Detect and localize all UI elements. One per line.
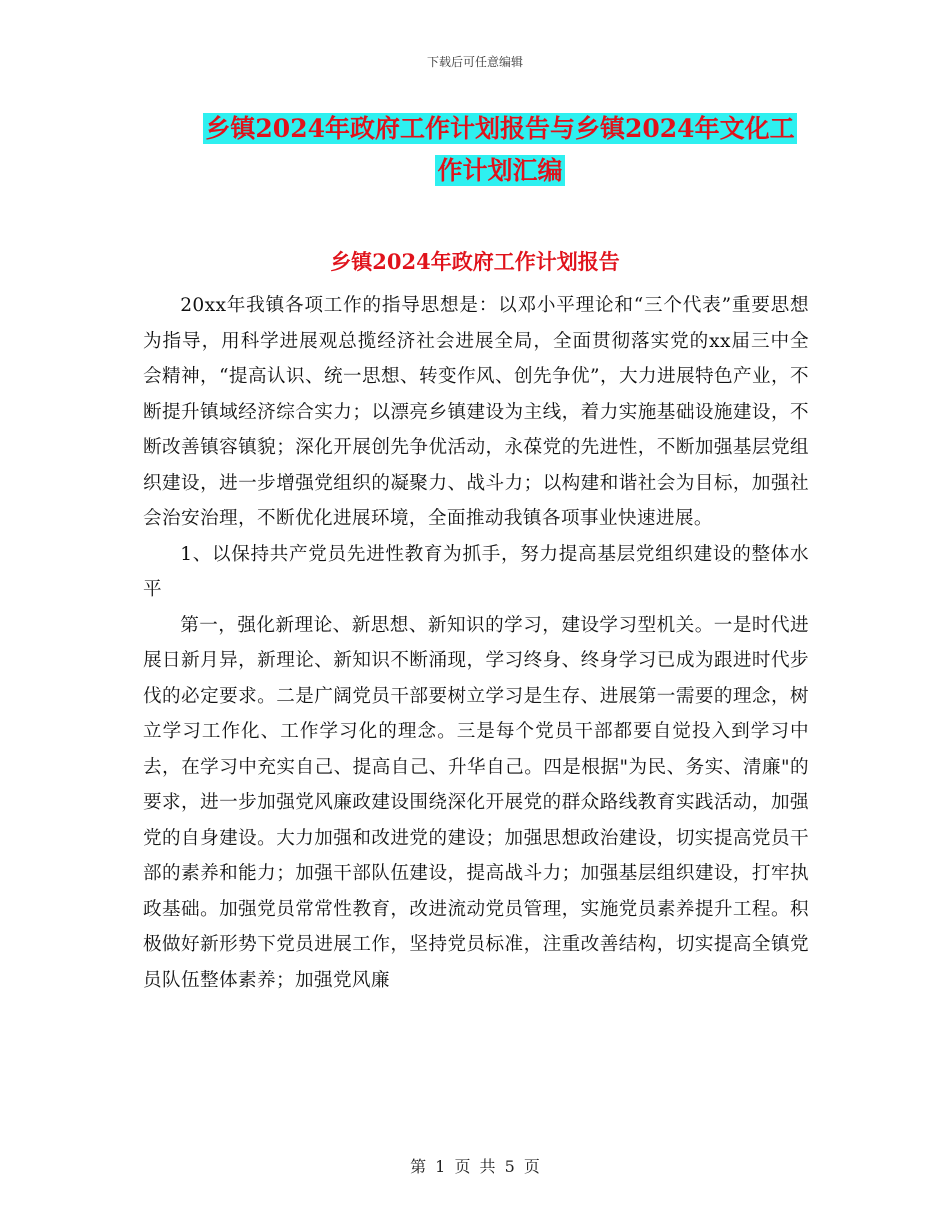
document-title-line-1: 乡镇2024年政府工作计划报告与乡镇2024年文化工 xyxy=(205,114,795,143)
body-paragraph: 20xx年我镇各项工作的指导思想是：以邓小平理论和“三个代表”重要思想为指导，用科学进展观总揽经济社会进展全局，全面贯彻落实党的xx届三中全会精神，“提高认识、统一思想、转变作风、创先争优”，大力进展特色产业，不断提升镇域经济综合实力；以漂亮乡镇建设为主线，着力实施基础设施建设，不断改善镇容镇貌；深化开展创先争优活动，永葆党的先进性，不断加强基层党组织建设，进一步增强党组织的凝聚力、战斗力；以构建和谐社会为目标，加强社会治安治理，不断优化进展环境，全面推动我镇各项事业快速进展。 xyxy=(143,295,809,529)
document-title-line-2: 作计划汇编 xyxy=(437,156,563,185)
document-title xyxy=(150,108,850,192)
page-footer: 第 1 页 共 5 页 xyxy=(410,1157,540,1176)
body-paragraph: 第一，强化新理论、新思想、新知识的学习，建设学习型机关。一是时代进展日新月异，新理论、新知识不断涌现，学习终身、终身学习已成为跟进时代步伐的必定要求。二是广阔党员干部要树立学习是生存、进展第一需要的理念，树立学习工作化、工作学习化的理念。三是每个党员干部都要自觉投入到学习中去，在学习中充实自己、提高自己、升华自己。四是根据"为民、务实、清廉"的要求，进一步加强党风廉政建设围绕深化开展党的群众路线教育实践活动，加强党的自身建设。大力加强和改进党的建设；加强思想政治建设，切实提高党员干部的素养和能力；加强干部队伍建设，提高战斗力；加强基层组织建设，打牢执政基础。加强党员常常性教育，改进流动党员管理，实施党员素养提升工程。积极做好新形势下党员进展工作，坚持党员标准，注重改善结构，切实提高全镇党员队伍整体素养；加强党风廉 xyxy=(143,614,809,991)
section-title: 乡镇2024年政府工作计划报告 xyxy=(330,249,620,274)
body-paragraph: 1、以保持共产党员先进性教育为抓手，努力提高基层党组织建设的整体水平 xyxy=(143,543,809,600)
document-body xyxy=(143,288,809,998)
header-note: 下载后可任意编辑 xyxy=(426,55,523,69)
